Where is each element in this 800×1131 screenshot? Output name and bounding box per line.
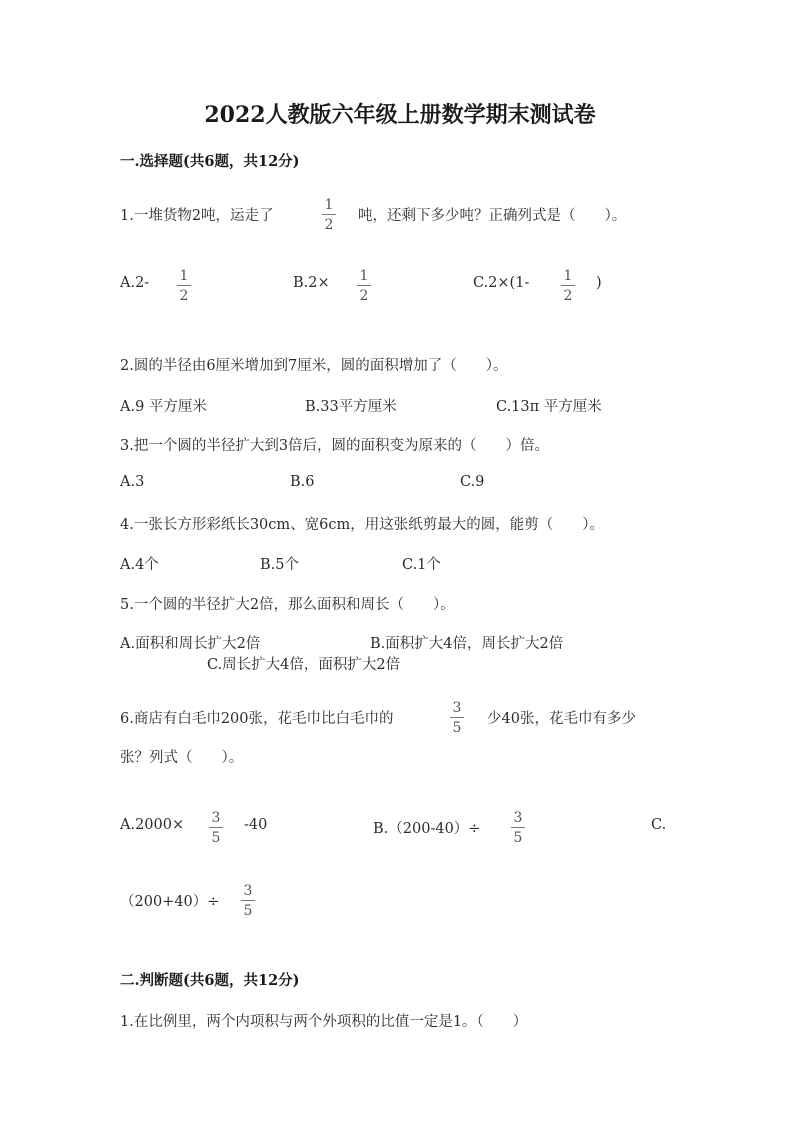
option-c: C.周长扩大4倍，面积扩大2倍 [207, 657, 401, 673]
question-stem: 1.一堆货物2吨，运走了 [120, 208, 274, 224]
fraction [321, 197, 337, 233]
fraction-bar [357, 285, 371, 286]
option-c-close: ) [596, 275, 602, 291]
question-stem: 6.商店有白毛巾200张，花毛巾比白毛巾的 [120, 711, 394, 727]
section-heading-choice: 一.选择题(共6题，共12分) [120, 153, 300, 170]
option-b: B.2× [293, 275, 330, 291]
fraction-denominator: 2 [179, 288, 189, 304]
fraction [208, 810, 224, 846]
fraction-denominator: 5 [452, 720, 462, 736]
fraction [176, 268, 192, 304]
fraction-numerator: 1 [324, 197, 334, 213]
option-c: C.1个 [402, 557, 441, 573]
option-a: A.面积和周长扩大2倍 [120, 636, 261, 652]
option-b: B.5个 [260, 557, 299, 573]
question-stem: 4.一张长方形彩纸长30cm、宽6cm，用这张纸剪最大的圆，能剪（ ）。 [120, 517, 604, 533]
fraction-denominator: 5 [243, 903, 253, 919]
question-stem: 张？列式（ ）。 [120, 750, 244, 766]
option-c-label: C. [651, 817, 667, 833]
option-a: A.2000× [120, 817, 185, 833]
fraction-bar [322, 214, 336, 215]
fraction-numerator: 1 [179, 268, 189, 284]
fraction [356, 268, 372, 304]
option-b: B.（200-40）÷ [373, 821, 481, 837]
option-c: （200+40）÷ [120, 894, 220, 910]
fraction-bar [209, 827, 223, 828]
fraction [240, 883, 256, 919]
fraction-denominator: 5 [211, 830, 221, 846]
option-a: A.2- [120, 275, 150, 291]
fraction-numerator: 1 [359, 268, 369, 284]
option-a: A.3 [120, 474, 145, 490]
fraction-numerator: 1 [563, 268, 573, 284]
fraction-bar [177, 285, 191, 286]
fraction-numerator: 3 [211, 810, 221, 826]
option-b: B.6 [290, 474, 315, 490]
question-stem: 1.在比例里，两个内项积与两个外项积的比值一定是1。（ ） [120, 1014, 528, 1030]
question-stem: 2.圆的半径由6厘米增加到7厘米，圆的面积增加了（ ）。 [120, 358, 508, 374]
fraction-numerator: 3 [243, 883, 253, 899]
fraction-bar [561, 285, 575, 286]
page-title: 2022人教版六年级上册数学期末测试卷 [204, 102, 596, 128]
question-stem: 少40张，花毛巾有多少 [487, 711, 636, 727]
option-b: B.33平方厘米 [305, 399, 397, 415]
fraction [449, 700, 465, 736]
fraction-bar [450, 717, 464, 718]
fraction-denominator: 2 [563, 288, 573, 304]
option-a-tail: -40 [244, 817, 268, 833]
fraction-denominator: 2 [359, 288, 369, 304]
option-c: C.2×(1- [473, 275, 530, 291]
fraction-bar [241, 900, 255, 901]
option-c: C.13π 平方厘米 [496, 399, 602, 415]
fraction-denominator: 2 [324, 217, 334, 233]
fraction-numerator: 3 [513, 810, 523, 826]
question-stem: 吨，还剩下多少吨？正确列式是（ ）。 [358, 208, 627, 224]
fraction-bar [511, 827, 525, 828]
section-heading-true-false: 二.判断题(共6题，共12分) [120, 972, 300, 989]
option-a: A.4个 [120, 557, 159, 573]
option-b: B.面积扩大4倍，周长扩大2倍 [370, 636, 564, 652]
fraction [560, 268, 576, 304]
option-c: C.9 [460, 474, 485, 490]
option-a: A.9 平方厘米 [120, 399, 207, 415]
fraction-numerator: 3 [452, 700, 462, 716]
question-stem: 5.一个圆的半径扩大2倍，那么面积和周长（ ）。 [120, 597, 455, 613]
fraction [510, 810, 526, 846]
question-stem: 3.把一个圆的半径扩大到3倍后，圆的面积变为原来的（ ）倍。 [120, 438, 550, 454]
fraction-denominator: 5 [513, 830, 523, 846]
